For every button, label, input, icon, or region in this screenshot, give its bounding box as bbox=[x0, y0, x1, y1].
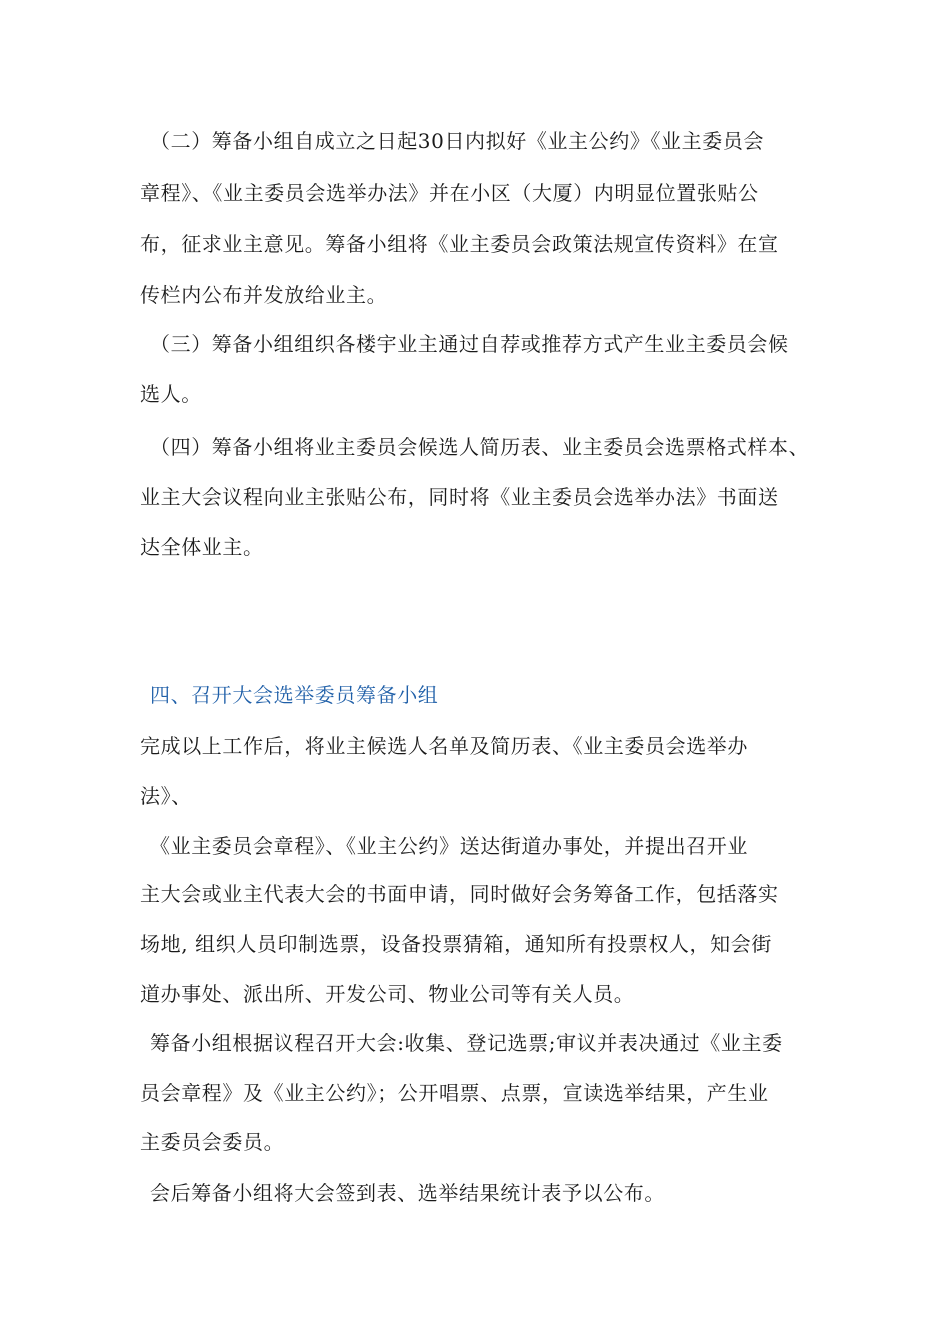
section-2-line-2: 章程》、《业主委员会选举办法》并在小区（大厦）内明显位置张贴公 bbox=[140, 181, 759, 205]
section-4-line-2: 业主大会议程向业主张贴公布，同时将《业主委员会选举办法》书面送 bbox=[140, 485, 779, 509]
section-2-line-4: 传栏内公布并发放给业主。 bbox=[140, 283, 388, 307]
body-line-5: 场地, 组织人员印制选票，设备投票猜箱，通知所有投票权人，知会街 bbox=[140, 932, 772, 956]
section-4-line-3: 达全体业主。 bbox=[140, 535, 264, 559]
body-line-4: 主大会或业主代表大会的书面申请，同时做好会务筹备工作，包括落实 bbox=[140, 882, 779, 906]
body-line-3: 《业主委员会章程》、《业主公约》送达街道办事处，并提出召开业 bbox=[150, 834, 748, 858]
section-2-line-1: （二）筹备小组自成立之日起30日内拟好《业主公约》《业主委员会 bbox=[150, 129, 765, 153]
section-heading-4: 四、召开大会选举委员筹备小组 bbox=[150, 683, 439, 707]
body-line-2: 法》、 bbox=[140, 784, 192, 808]
body-line-6: 道办事处、派出所、开发公司、物业公司等有关人员。 bbox=[140, 982, 635, 1006]
body-line-10: 会后筹备小组将大会签到表、选举结果统计表予以公布。 bbox=[150, 1181, 665, 1205]
body-line-7: 筹备小组根据议程召开大会:收集、登记选票;审议并表决通过《业主委 bbox=[150, 1031, 783, 1055]
body-line-1: 完成以上工作后，将业主候选人名单及简历表、《业主委员会选举办 bbox=[140, 734, 748, 758]
section-3-line-1: （三）筹备小组组织各楼宇业主通过自荐或推荐方式产生业主委员会候 bbox=[150, 332, 789, 356]
body-line-8: 员会章程》及《业主公约》；公开唱票、点票，宣读选举结果，产生业 bbox=[140, 1081, 769, 1105]
section-4-line-1: （四）筹备小组将业主委员会候选人简历表、业主委员会选票格式样本、 bbox=[150, 435, 810, 459]
section-2-line-3: 布，征求业主意见。筹备小组将《业主委员会政策法规宣传资料》在宣 bbox=[140, 232, 779, 256]
body-line-9: 主委员会委员。 bbox=[140, 1130, 285, 1154]
section-3-line-2: 选人。 bbox=[140, 382, 202, 406]
